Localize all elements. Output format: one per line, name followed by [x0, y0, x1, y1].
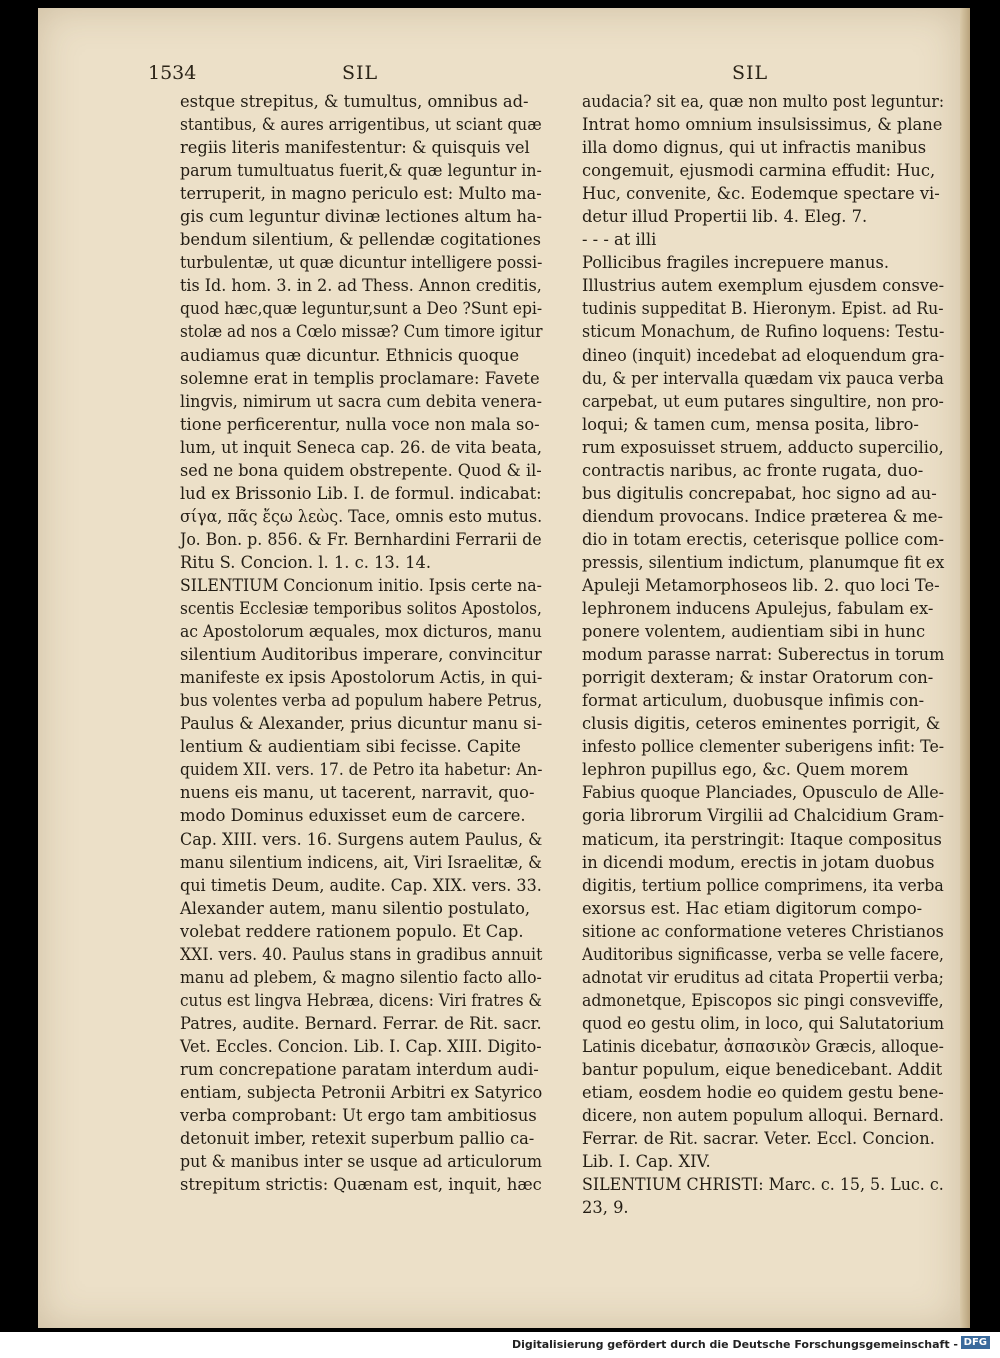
- text-line: strepitum strictis: Quænam est, inquit, hæc: [180, 1175, 542, 1195]
- text-line: SILENTIUM CHRISTI: Marc. c. 15, 5. Luc. c.: [582, 1175, 944, 1195]
- running-head-right: SIL: [732, 62, 769, 84]
- text-line: lephron pupillus ego, &c. Quem morem: [582, 760, 909, 780]
- text-line: Pollicibus fragiles increpuere manus.: [582, 253, 890, 273]
- text-line: rum concrepatione paratam interdum audi-: [180, 1059, 539, 1079]
- text-line: sed ne bona quidem obstrepente. Quod & il-: [180, 460, 542, 480]
- text-line: Paulus & Alexander, prius dicuntur manu si-: [180, 714, 543, 734]
- text-line: diendum provocans. Indice præterea & me-: [582, 506, 944, 526]
- text-line: SILENTIUM Concionum initio. Ipsis certe na-: [180, 575, 542, 595]
- text-line: Illustrius autem exemplum ejusdem consve-: [582, 276, 945, 296]
- text-line: rum exposuisset struem, adducto supercilio,: [582, 437, 944, 457]
- text-line: dio in totam erectis, ceterisque pollice com-: [582, 529, 944, 549]
- running-head-left: SIL: [342, 62, 379, 84]
- text-line: bantur populum, eique benedicebant. Addit: [582, 1059, 943, 1079]
- text-line: clusis digitis, ceteros eminentes porrigit, &: [582, 714, 941, 734]
- text-line: bus volentes verba ad populum habere Petrus,: [180, 691, 543, 711]
- right-text-column: [582, 90, 944, 1219]
- text-line: XXI. vers. 40. Paulus stans in gradibus annuit: [180, 944, 543, 964]
- text-line: tis Id. hom. 3. in 2. ad Thess. Annon creditis,: [180, 276, 542, 296]
- text-line: Fabius quoque Planciades, Opusculo de Alle-: [582, 783, 945, 803]
- text-line: qui timetis Deum, audite. Cap. XIX. vers. 33.: [180, 875, 542, 895]
- text-line: carpebat, ut eum putares singultire, non pro-: [582, 391, 944, 411]
- text-line: quidem XII. vers. 17. de Petro ita habetur: An-: [180, 760, 543, 780]
- page-edge: [960, 8, 970, 1328]
- text-line: σίγα, πᾶς ἔςω λεὼς. Tace, omnis esto mutus.: [180, 506, 543, 526]
- text-line: admonetque, Episcopos sic pingi consveviffe,: [582, 990, 944, 1010]
- text-line: sitione ac conformatione veteres Christianos: [582, 921, 944, 941]
- text-line: estque strepitus, & tumultus, omnibus ad-: [180, 92, 529, 111]
- text-line: dicere, non autem populum alloqui. Bernard.: [582, 1106, 944, 1126]
- text-line: pressis, silentium indictum, planumque fit ex: [582, 552, 945, 572]
- text-line: Alexander autem, manu silentio postulato,: [180, 898, 531, 918]
- text-line: adnotat vir eruditus ad citata Propertii verba;: [582, 967, 944, 987]
- text-line: etiam, eosdem hodie eo quidem gestu bene-: [582, 1083, 944, 1103]
- text-line: maticum, ita perstringit: Itaque compositus: [582, 829, 942, 849]
- text-line: regiis literis manifestentur: & quisquis vel: [180, 138, 530, 158]
- text-line: illa domo dignus, qui ut infractis manibus: [582, 138, 927, 158]
- text-line: manu silentium indicens, ait, Viri Israelitæ, &: [180, 852, 542, 872]
- text-line: turbulentæ, ut quæ dicuntur intelligere possi-: [180, 253, 543, 273]
- text-line: Apuleji Metamorphoseos lib. 2. quo loci Te-: [582, 575, 940, 595]
- text-line: ponere volentem, audientiam sibi in hunc: [582, 622, 926, 642]
- text-line: audiamus quæ dicuntur. Ethnicis quoque: [180, 345, 520, 365]
- text-line: ac Apostolorum æquales, mox dicturos, manu: [180, 622, 542, 642]
- text-line: contractis naribus, ac fronte rugata, duo-: [582, 460, 924, 480]
- text-line: dineo (inquit) incedebat ad eloquendum gra-: [582, 345, 945, 365]
- text-line: scentis Ecclesiæ temporibus solitos Apostolos,: [180, 599, 542, 619]
- text-line: infesto pollice clementer suberigens infit: Te-: [582, 737, 945, 757]
- text-line: quod hæc,quæ leguntur,sunt a Deo ?Sunt epi-: [180, 299, 543, 319]
- text-line: Huc, convenite, &c. Eodemque spectare vi-: [582, 184, 940, 204]
- text-line: digitis, tertium pollice comprimens, ita verba: [582, 875, 944, 895]
- text-line: detur illud Propertii lib. 4. Eleg. 7.: [582, 207, 868, 227]
- text-line: Cap. XIII. vers. 16. Surgens autem Paulus, &: [180, 829, 543, 849]
- text-line: Intrat homo omnium insulsissimus, & plane: [582, 115, 943, 135]
- text-line: Patres, audite. Bernard. Ferrar. de Rit. sacr.: [180, 1013, 542, 1033]
- text-line: Vet. Eccles. Concion. Lib. I. Cap. XIII. Digito-: [180, 1036, 542, 1056]
- text-line: goria librorum Virgilii ad Chalcidium Gram-: [582, 806, 944, 826]
- text-line: exorsus est. Hac etiam digitorum compo-: [582, 898, 923, 918]
- text-line: audacia? sit ea, quæ non multo post leguntur:: [582, 92, 945, 111]
- text-line: lentium & audientiam sibi fecisse. Capite: [180, 737, 521, 757]
- text-line: lephronem inducens Apulejus, fabulam ex-: [582, 599, 934, 619]
- text-line: tudinis suppeditat B. Hieronym. Epist. ad Ru-: [582, 299, 944, 319]
- text-line: format articulum, duobusque infimis con-: [582, 691, 925, 711]
- text-line: modum parasse narrat: Suberectus in torum: [582, 645, 945, 665]
- text-line: terruperit, in magno periculo est: Multo ma-: [180, 184, 542, 204]
- left-text-column: [180, 90, 542, 1196]
- text-line: Latinis dicebatur, ἀσπασικὸν Græcis, alloque-: [582, 1036, 944, 1056]
- text-line: Ritu S. Concion. l. 1. c. 13. 14.: [180, 552, 431, 572]
- text-line: put & manibus inter se usque ad articulorum: [180, 1152, 542, 1172]
- text-line: entiam, subjecta Petronii Arbitri ex Satyrico: [180, 1083, 543, 1103]
- text-line: parum tumultuatus fuerit,& quæ leguntur in-: [180, 161, 542, 181]
- dfg-logo: DFG: [961, 1336, 990, 1349]
- text-line: Lib. I. Cap. XIV.: [582, 1152, 711, 1172]
- text-line: porrigit dexteram; & instar Oratorum con-: [582, 668, 934, 688]
- text-line: gis cum leguntur divinæ lectiones altum ha-: [180, 207, 543, 227]
- text-line: manifeste ex ipsis Apostolorum Actis, in qui-: [180, 668, 543, 688]
- text-line: solemne erat in templis proclamare: Favete: [180, 368, 540, 388]
- text-line: volebat reddere rationem populo. Et Cap.: [180, 921, 524, 941]
- text-line: bendum silentium, & pellendæ cogitationes: [180, 230, 541, 250]
- text-line: quod eo gestu olim, in loco, qui Salutatorium: [582, 1013, 945, 1033]
- text-line: stolæ ad nos a Cœlo missæ? Cum timore igitur: [180, 322, 543, 342]
- text-line: loqui; & tamen cum, mensa posita, libro-: [582, 414, 919, 434]
- text-line: Auditoribus significasse, verba se velle facere,: [582, 944, 944, 964]
- text-line: detonuit imber, retexit superbum pallio ca-: [180, 1129, 535, 1149]
- text-line: silentium Auditoribus imperare, convincitur: [180, 645, 542, 665]
- funding-notice: Digitalisierung gefördert durch die Deutsche Forschungsgemeinschaft -: [511, 1338, 958, 1351]
- text-line: lud ex Brissonio Lib. I. de formul. indicabat:: [180, 483, 542, 503]
- text-line: bus digitulis concrepabat, hoc signo ad au-: [582, 483, 937, 503]
- text-line: in dicendi modum, erectis in jotam duobus: [582, 852, 935, 872]
- text-line: cutus est lingva Hebræa, dicens: Viri fratres &: [180, 990, 542, 1010]
- text-line: congemuit, ejusmodi carmina effudit: Huc,: [582, 161, 936, 181]
- text-line: modo Dominus eduxisset eum de carcere.: [180, 806, 526, 826]
- text-line: Ferrar. de Rit. sacrar. Veter. Eccl. Concion.: [582, 1129, 935, 1149]
- text-line: sticum Monachum, de Rufino loquens: Testu-: [582, 322, 945, 342]
- text-line: lum, ut inquit Seneca cap. 26. de vita beata,: [180, 437, 543, 457]
- text-line: tione perficerentur, nulla voce non mala so-: [180, 414, 540, 434]
- text-line: 23, 9.: [582, 1198, 629, 1218]
- text-line: nuens eis manu, ut tacerent, narravit, quo-: [180, 783, 535, 803]
- text-line: du, & per intervalla quædam vix pauca verba: [582, 368, 944, 388]
- text-line: manu ad plebem, & magno silentio facto allo-: [180, 967, 542, 987]
- text-line: verba comprobant: Ut ergo tam ambitiosus: [180, 1106, 537, 1126]
- text-line: lingvis, nimirum ut sacra cum debita venera-: [180, 391, 542, 411]
- text-line: - - - at illi: [582, 230, 657, 250]
- text-line: stantibus, & aures arrigentibus, ut sciant quæ: [180, 115, 542, 135]
- text-line: Jo. Bon. p. 856. & Fr. Bernhardini Ferrarii de: [180, 529, 542, 549]
- page-number: 1534: [148, 62, 197, 84]
